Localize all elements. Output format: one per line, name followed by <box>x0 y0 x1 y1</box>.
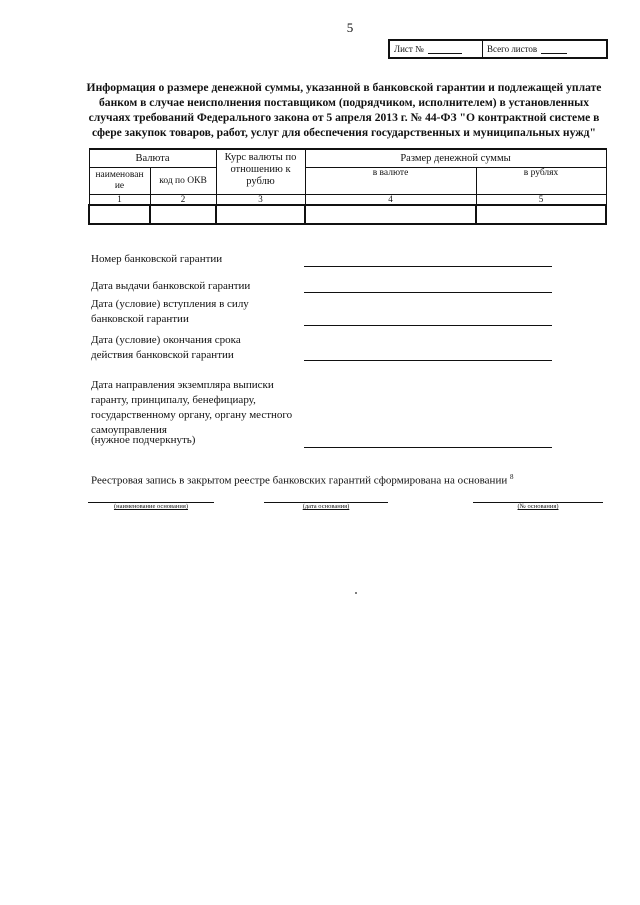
col-number: 1 <box>89 195 150 206</box>
page-number: 5 <box>346 20 354 35</box>
guarantee-number-field[interactable] <box>304 266 552 267</box>
amount-in-currency-cell[interactable] <box>305 205 476 224</box>
issue-date-label: Дата выдачи банковской гарантии <box>91 280 251 292</box>
sheet-number-blank[interactable] <box>428 45 462 54</box>
registry-text <box>91 473 513 487</box>
sending-date-field[interactable] <box>304 447 552 448</box>
total-sheets-cell[interactable] <box>483 41 606 57</box>
currency-header: Валюта <box>89 149 216 168</box>
col-number: 5 <box>476 195 606 206</box>
basis-date-caption: (дата основания) <box>302 503 350 510</box>
okv-code-header: код по ОКВ <box>150 168 216 195</box>
okv-code-cell[interactable] <box>150 205 216 224</box>
amount-header: Размер денежной суммы <box>305 149 606 168</box>
document-title: Информация о размере денежной суммы, указанной в банковской гарантии и подлежащей уплате банком в случае неисполнения поставщиком (подрядчиком, исполнителем) в установленных случаях требований Федерального закона от 5 апреля 2013 г. № 44-ФЗ "О контрактной системе в сфере закупок товаров, работ, услуг для обеспечения государственных и муниципальных нужд" <box>86 81 602 139</box>
amount-table <box>88 148 607 225</box>
col-number: 3 <box>216 195 305 206</box>
rate-cell[interactable] <box>216 205 305 224</box>
sheet-box <box>388 39 608 59</box>
sending-date-label: Дата направления экземпляра выписки гаранту, принципалу, бенефициару, государственному органу, органу местного самоуправления <box>91 379 293 436</box>
scan-speck <box>355 592 357 594</box>
currency-name-header: наименование <box>89 168 150 195</box>
expiry-date-label: Дата (условие) окончания срока действия банковской гарантии <box>91 334 241 361</box>
guarantee-number-label: Номер банковской гарантии <box>91 253 223 265</box>
total-sheets-label: Всего листов <box>487 44 538 54</box>
rate-header: Курс валюты по отношению к рублю <box>216 149 305 195</box>
in-rubles-header: в рублях <box>476 168 606 195</box>
effective-date-label: Дата (условие) вступления в силу банковской гарантии <box>91 298 249 325</box>
in-currency-header: в валюте <box>305 168 476 195</box>
col-number: 2 <box>150 195 216 206</box>
footnote-marker: 8 <box>509 473 514 481</box>
sheet-number-label: Лист № <box>394 44 424 54</box>
registry-text-body: Реестровая запись в закрытом реестре банковских гарантий сформирована на основании <box>91 474 508 487</box>
sheet-number-cell[interactable] <box>390 41 483 57</box>
basis-name-caption: (наименование основания) <box>113 503 189 510</box>
col-number: 4 <box>305 195 476 206</box>
underline-note: (нужное подчеркнуть) <box>91 434 196 446</box>
expiry-date-field[interactable] <box>304 360 552 361</box>
amount-in-rubles-cell[interactable] <box>476 205 606 224</box>
effective-date-field[interactable] <box>304 325 552 326</box>
issue-date-field[interactable] <box>304 292 552 293</box>
basis-number-caption: (№ основания) <box>517 503 559 510</box>
total-sheets-blank[interactable] <box>541 45 567 54</box>
currency-name-cell[interactable] <box>89 205 150 224</box>
